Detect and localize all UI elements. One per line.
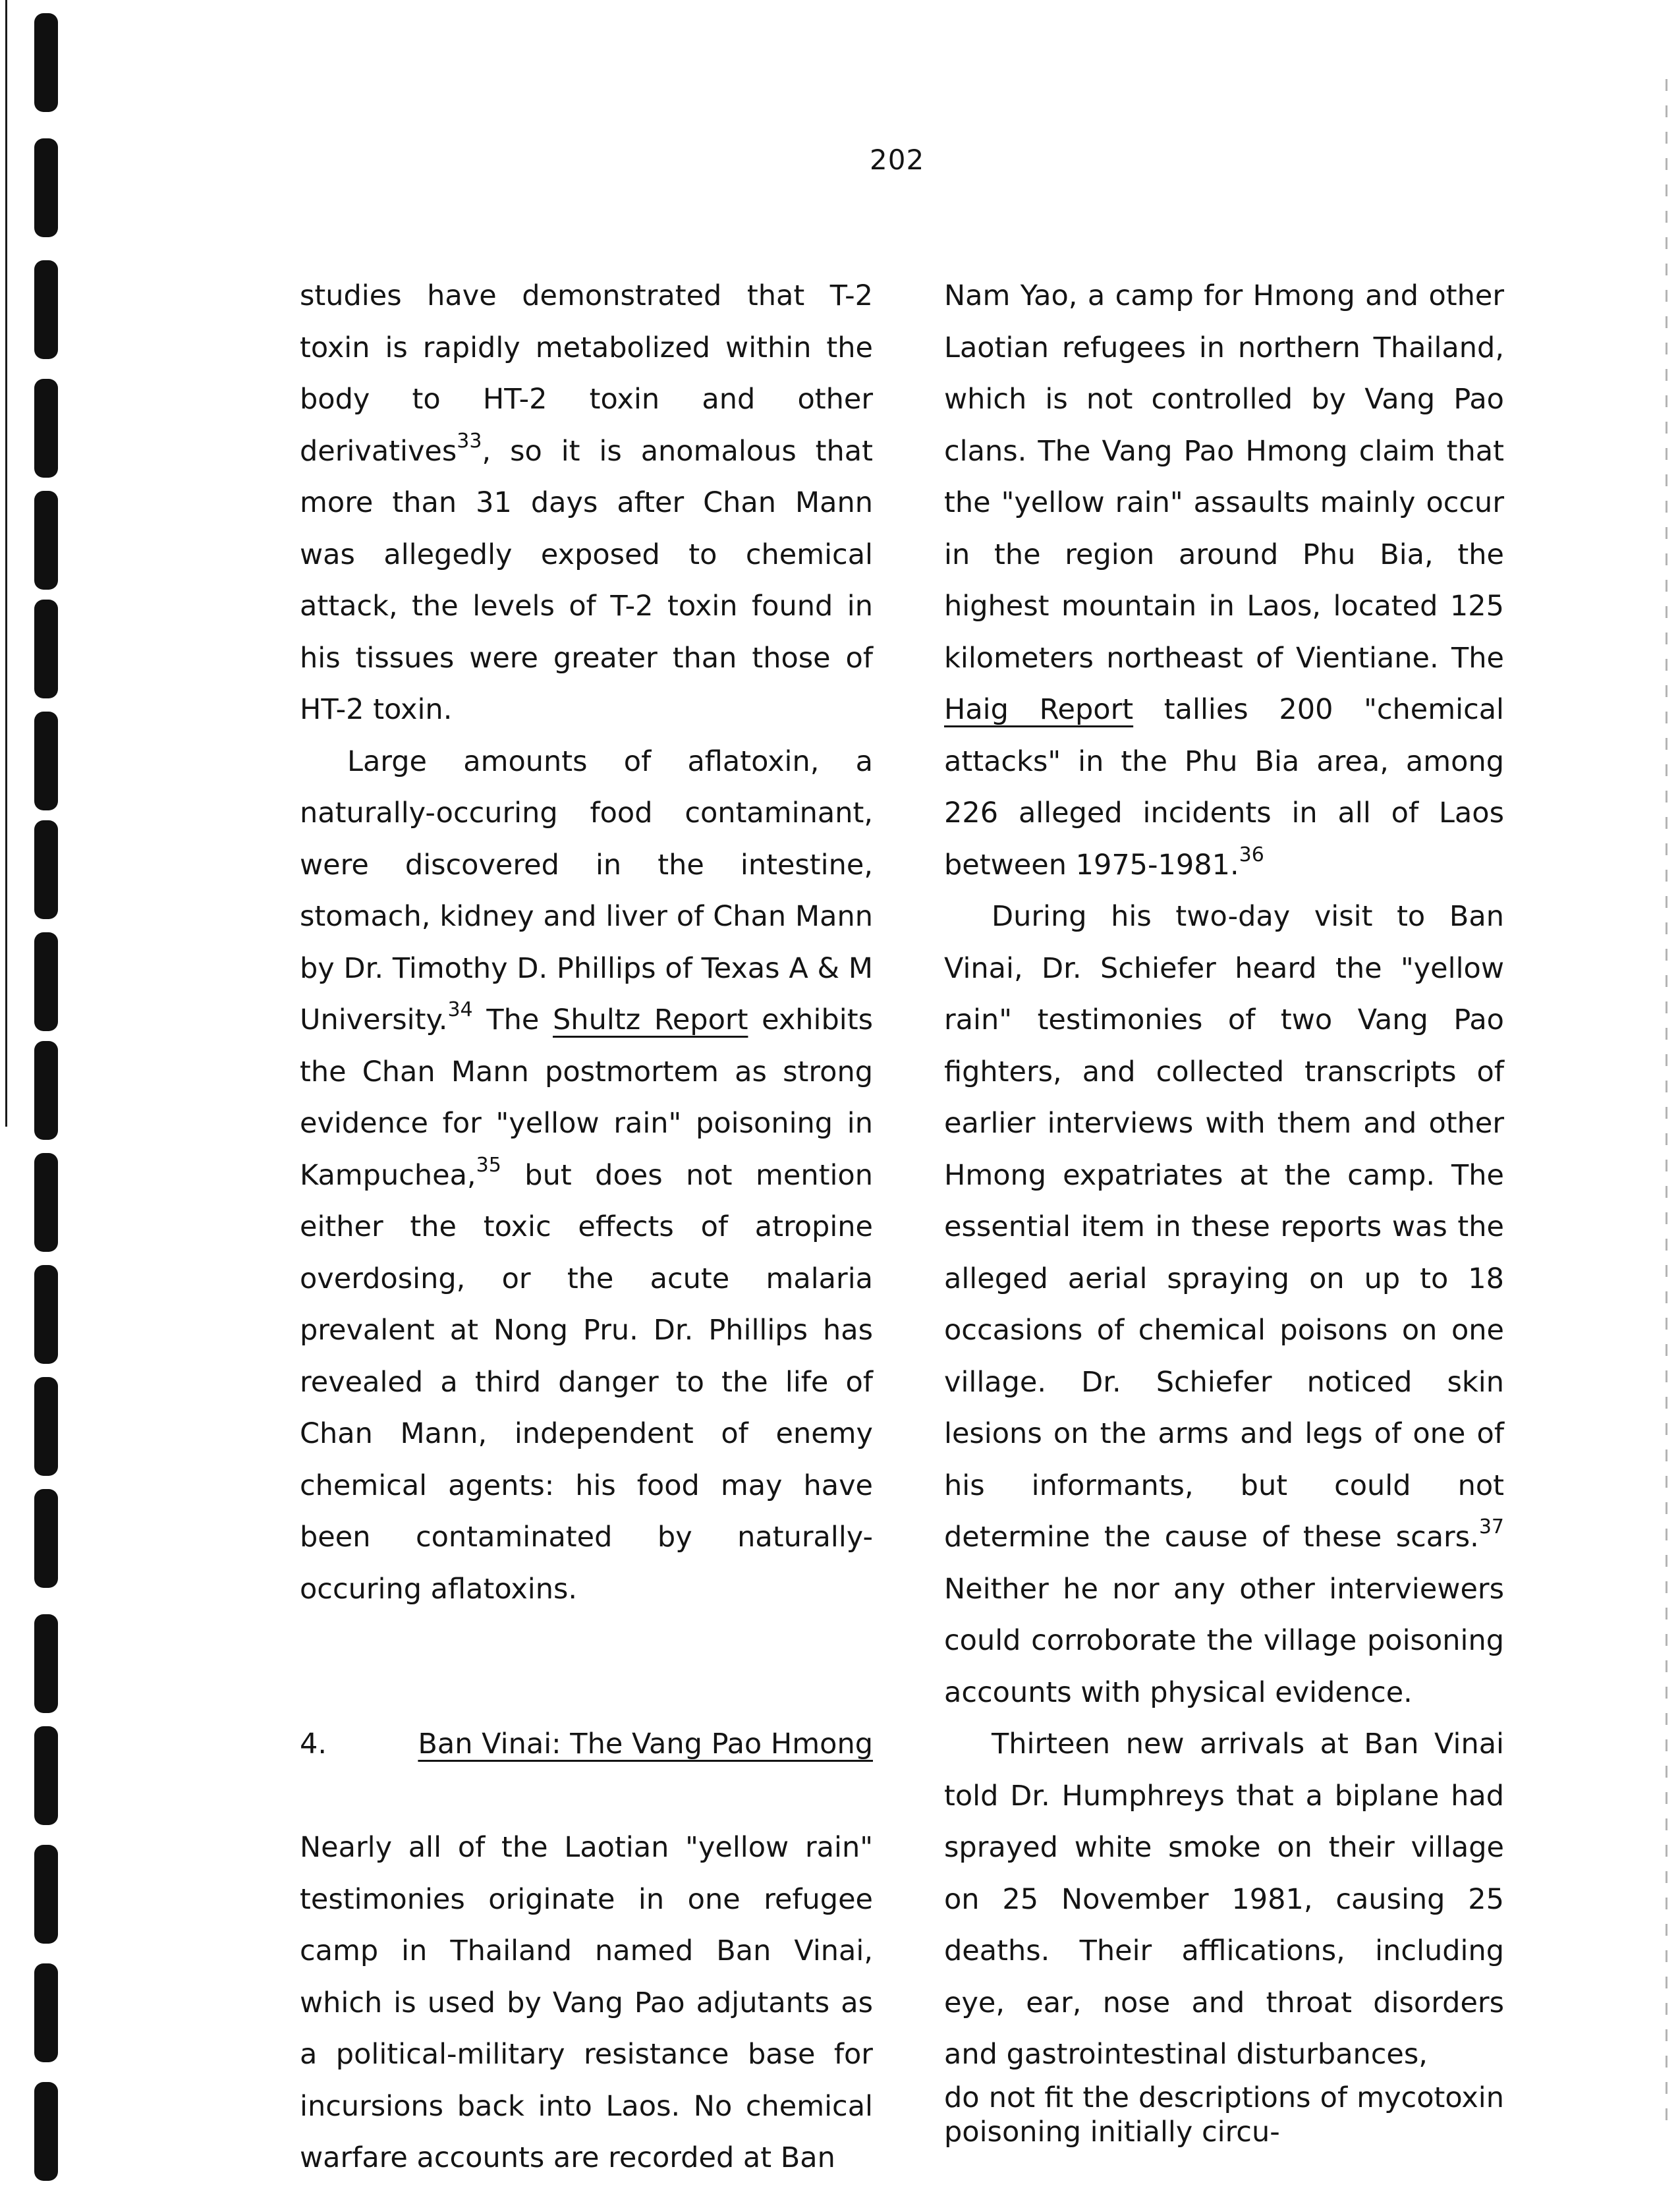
binder-hole (34, 1153, 58, 1252)
binder-hole (34, 1845, 58, 1944)
binder-hole (34, 932, 58, 1031)
binder-hole (34, 1726, 58, 1825)
footnote-ref: 37 (1478, 1515, 1504, 1538)
text-run: , so it is anomalous that more than 31 days after Chan Mann was allegedly exposed to chemical attack, the levels of T-2 toxin found in his tissues were greater than those of HT-2 toxin. (300, 434, 873, 726)
binder-hole (34, 712, 58, 810)
binder-hole (34, 1614, 58, 1713)
text-run: Thirteen new arrivals at Ban Vinai told Dr. Humphreys that a biplane had sprayed white smoke on their village on 25 November 1981, causing 25 deaths. Their afflications, including eye, ear, nose and throat disorders and gastrointestinal disturbances, (944, 1728, 1504, 2071)
paragraph (944, 1718, 1504, 2081)
binder-hole (34, 138, 58, 237)
binder-hole (34, 1041, 58, 1140)
text-run: tallies 200 "chemical attacks" in the Phu Bia area, among 226 alleged incidents in all of Laos between 1975-1981. (944, 693, 1505, 882)
paragraph (300, 736, 873, 1616)
binder-hole (34, 2082, 58, 2181)
report-title: Haig Report (944, 693, 1134, 726)
page-number: 202 (870, 144, 925, 176)
left-column (300, 270, 873, 2184)
text-run: Nearly all of the Laotian "yellow rain" testimonies originate in one refugee camp in Thailand named Ban Vinai, which is used by Vang Pao adjutants as a political-military resistance base for incursions back into Laos. No chemical warfare accounts are recorded at Ban (300, 1831, 873, 2174)
binder-hole (34, 1489, 58, 1588)
text-run: The (472, 1003, 553, 1036)
footnote-ref: 36 (1239, 843, 1264, 866)
paragraph (300, 270, 873, 736)
binder-hole (34, 491, 58, 590)
paragraph (300, 1822, 873, 2184)
binder-margin-line (5, 0, 7, 1127)
section-title: Ban Vinai: The Vang Pao Hmong (418, 1728, 873, 1760)
binder-hole (34, 13, 58, 112)
paragraph (944, 891, 1504, 1718)
text-run: studies have demonstrated that T-2 toxin is rapidly metabolized within the body to HT-2 toxin and other derivatives (300, 279, 873, 468)
text-run: exhibits the Chan Mann postmortem as strong evidence for "yellow rain" poisoning in Kampuchea, (300, 1003, 873, 1192)
section-heading (300, 1718, 873, 1770)
text-run: Nam Yao, a camp for Hmong and other Laotian refugees in northern Thailand, which is not controlled by Vang Pao clans. The Vang Pao Hmong claim that the "yellow rain" assaults mainly occur in the region around Phu Bia, the highest mountain in Laos, located 125 kilometers northeast of Vientiane. The (944, 279, 1504, 675)
binder-hole (34, 1963, 58, 2062)
text-run: but does not mention either the toxic effects of atropine overdosing, or the acute malaria prevalent at Nong Pru. Dr. Phillips has revealed a third danger to the life of Chan Mann, independent of enemy chemical agents: his food may have been contaminated by naturally-occuring aflatoxins. (300, 1158, 873, 1606)
right-page-edge (1666, 79, 1667, 2122)
paragraph (944, 270, 1504, 891)
binder-hole (34, 1377, 58, 1476)
footnote-ref: 34 (447, 998, 473, 1021)
block-quote (944, 2081, 1504, 2149)
text-run: Large amounts of aflatoxin, a naturally-occuring food contaminant, were discovered in the intestine, stomach, kidney and liver of Chan Mann by Dr. Timothy D. Phillips of Texas A & M University. (300, 745, 873, 1036)
report-title: Shultz Report (553, 1003, 748, 1036)
binder-hole (34, 260, 58, 359)
text-run: Neither he nor any other interviewers could corroborate the village poisoning accounts with physical evidence. (944, 1572, 1504, 1709)
section-number: 4. (300, 1728, 327, 1760)
text-run: do not fit the descriptions of mycotoxin poisoning initially circu- (944, 2081, 1504, 2149)
binder-hole (34, 379, 58, 478)
binder-hole (34, 820, 58, 919)
footnote-ref: 35 (476, 1153, 501, 1177)
binder-hole (34, 600, 58, 698)
binder-edge (0, 0, 105, 2196)
text-run: During his two-day visit to Ban Vinai, Dr. Schiefer heard the "yellow rain" testimonies of two Vang Pao fighters, and collected transcripts of earlier interviews with them and other Hmong expatriates at the camp. The essential item in these reports was the alleged aerial spraying on up to 18 occasions of chemical poisons on one village. Dr. Schiefer noticed skin lesions on the arms and legs of one of his informants, but could not determine the cause of these scars. (944, 900, 1504, 1554)
binder-hole (34, 1265, 58, 1364)
right-column (944, 270, 1504, 2149)
footnote-ref: 33 (457, 429, 482, 453)
